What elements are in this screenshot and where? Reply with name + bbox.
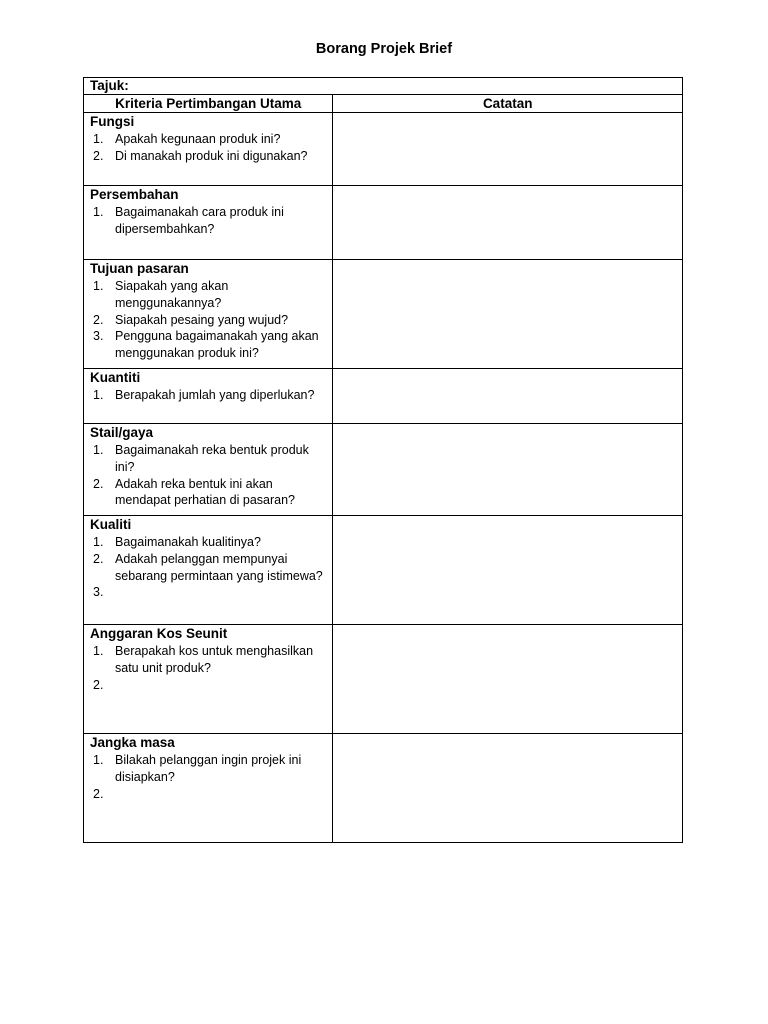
section-title: Stail/gaya — [90, 425, 154, 440]
question-number: 3. — [93, 329, 104, 344]
notes-cell[interactable] — [333, 734, 683, 843]
question-item — [90, 204, 328, 238]
question-item — [90, 584, 328, 601]
question-item — [90, 131, 328, 148]
question-text: Berapakah jumlah yang diperlukan? — [115, 388, 315, 402]
question-item — [90, 278, 328, 312]
table-header-row — [84, 95, 683, 113]
question-list — [90, 643, 328, 693]
question-number: 1. — [93, 753, 104, 767]
question-list — [90, 204, 328, 238]
question-number: 1. — [93, 132, 104, 146]
question-text: Berapakah kos untuk menghasilkan satu unit produk? — [115, 644, 314, 675]
question-number: 1. — [93, 388, 104, 402]
project-brief-table — [83, 77, 683, 843]
question-number: 2. — [93, 476, 104, 491]
notes-header: Catatan — [333, 95, 683, 113]
question-text: Pengguna bagaimanakah yang akan menggunakan produk ini? — [115, 329, 319, 361]
question-text: Adakah pelanggan mempunyai sebarang permintaan yang istimewa? — [115, 551, 323, 583]
criteria-cell — [84, 113, 333, 186]
tajuk-row — [84, 78, 683, 95]
question-list — [90, 534, 328, 601]
question-text: Bagaimanakah cara produk ini dipersembahkan? — [115, 205, 284, 236]
section-row — [84, 260, 683, 369]
question-number: 2. — [93, 677, 104, 692]
question-item — [90, 148, 328, 165]
notes-cell[interactable] — [333, 186, 683, 260]
criteria-cell — [84, 424, 333, 516]
question-text: Apakah kegunaan produk ini? — [115, 132, 281, 146]
question-item — [90, 677, 328, 694]
section-title: Tujuan pasaran — [90, 261, 189, 276]
section-row — [84, 516, 683, 625]
criteria-cell — [84, 369, 333, 424]
question-list — [90, 752, 328, 802]
question-text: Adakah reka bentuk ini akan mendapat perhatian di pasaran? — [115, 476, 295, 508]
section-row — [84, 625, 683, 734]
section-row — [84, 734, 683, 843]
criteria-header: Kriteria Pertimbangan Utama — [84, 95, 333, 113]
question-item — [90, 328, 328, 362]
notes-cell[interactable] — [333, 113, 683, 186]
section-title: Kuantiti — [90, 370, 141, 385]
question-list — [90, 387, 328, 404]
section-row — [84, 186, 683, 260]
question-number: 1. — [93, 279, 104, 293]
tajuk-field[interactable] — [84, 78, 683, 95]
question-item — [90, 786, 328, 803]
question-text — [115, 677, 328, 694]
question-item — [90, 551, 328, 585]
document-title: Borang Projek Brief — [315, 41, 453, 57]
question-number: 2. — [93, 786, 104, 801]
question-item — [90, 752, 328, 786]
question-item — [90, 387, 328, 404]
question-item — [90, 312, 328, 329]
question-text: Bagaimanakah kualitinya? — [115, 535, 261, 549]
notes-cell[interactable] — [333, 625, 683, 734]
notes-cell[interactable] — [333, 260, 683, 369]
section-row — [84, 369, 683, 424]
question-number: 2. — [93, 551, 104, 566]
notes-cell[interactable] — [333, 516, 683, 625]
question-text: Di manakah produk ini digunakan? — [115, 148, 308, 163]
question-number: 1. — [93, 205, 104, 219]
section-title: Kualiti — [90, 517, 132, 532]
question-item — [90, 534, 328, 551]
question-text — [115, 584, 328, 601]
question-item — [90, 476, 328, 510]
notes-cell[interactable] — [333, 424, 683, 516]
question-list — [90, 278, 328, 362]
notes-cell[interactable] — [333, 369, 683, 424]
section-title: Persembahan — [90, 187, 179, 202]
question-number: 1. — [93, 535, 104, 549]
question-list — [90, 442, 328, 509]
criteria-cell — [84, 186, 333, 260]
question-text — [115, 786, 328, 803]
question-number: 3. — [93, 585, 104, 600]
criteria-cell — [84, 516, 333, 625]
question-item — [90, 643, 328, 677]
question-number: 2. — [93, 312, 104, 327]
question-number: 1. — [93, 644, 104, 658]
question-text: Siapakah yang akan menggunakannya? — [115, 279, 229, 310]
section-title: Jangka masa — [90, 735, 175, 750]
question-text: Bagaimanakah reka bentuk produk ini? — [115, 443, 309, 474]
section-row — [84, 113, 683, 186]
question-number: 2. — [93, 148, 104, 163]
question-list — [90, 131, 328, 165]
question-item — [90, 442, 328, 476]
criteria-cell — [84, 260, 333, 369]
section-title: Anggaran Kos Seunit — [90, 626, 228, 641]
question-number: 1. — [93, 443, 104, 457]
criteria-cell — [84, 625, 333, 734]
question-text: Siapakah pesaing yang wujud? — [115, 312, 289, 327]
criteria-cell — [84, 734, 333, 843]
section-row — [84, 424, 683, 516]
question-text: Bilakah pelanggan ingin projek ini disiapkan? — [115, 753, 302, 784]
section-title: Fungsi — [90, 114, 135, 129]
tajuk-label: Tajuk: — [90, 78, 129, 93]
